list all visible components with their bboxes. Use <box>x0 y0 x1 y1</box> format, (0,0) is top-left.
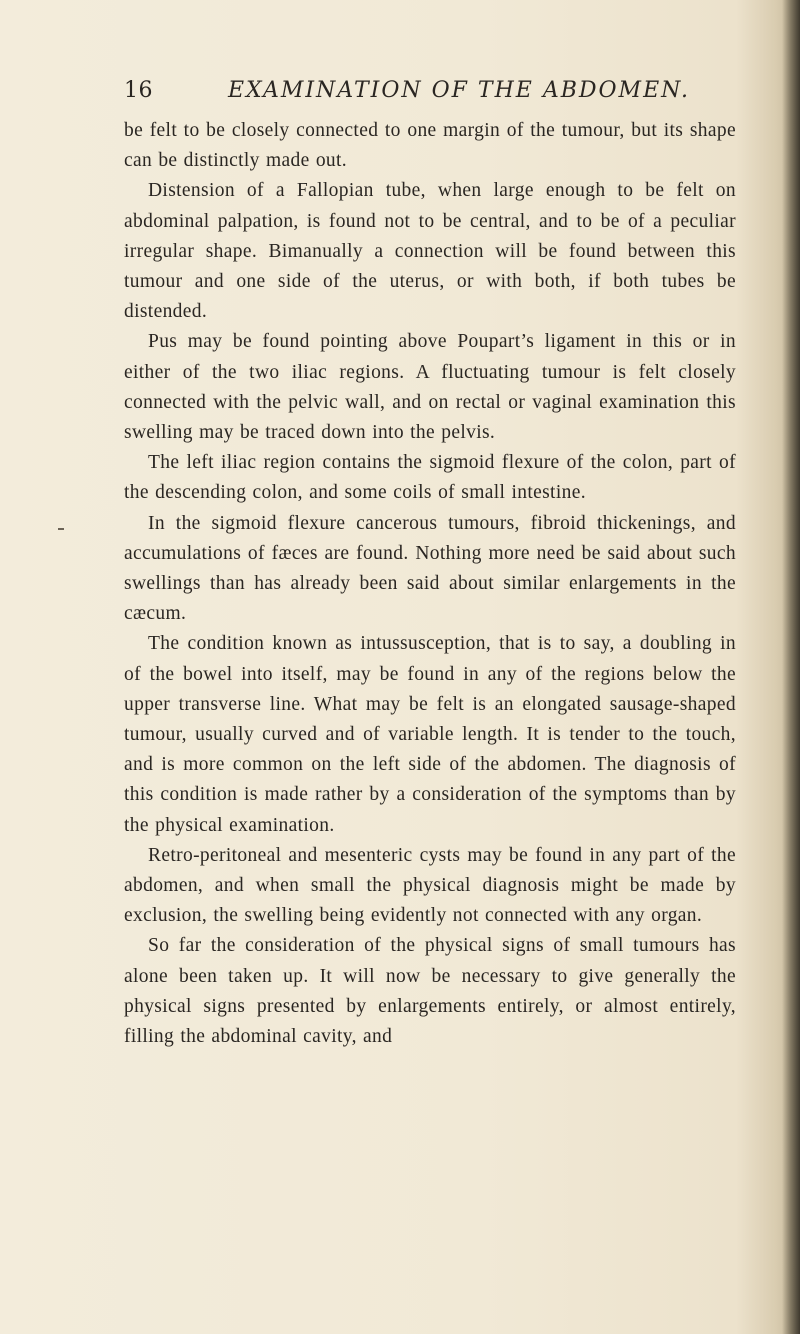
paragraph-4: The left iliac region contains the sigmoid flexure of the colon, part of the descending colon, and some coils of small intestine. <box>124 452 736 504</box>
paragraph-8: So far the consideration of the physical signs of small tumours has alone been taken up. It will now be necessary to give generally the physical signs presented by enlargements entirely, or almost entirely, filling the abdominal cavity, and <box>124 935 736 1048</box>
paragraph-5: In the sigmoid flexure cancerous tumours, fibroid thickenings, and accumulations of fæces are found. Nothing more need be said about such swellings than has already been said about similar enlargements in the cæcum. <box>124 512 736 625</box>
margin-mark <box>58 528 64 530</box>
page-number: 16 <box>124 78 153 103</box>
paragraph-2: Distension of a Fallopian tube, when large enough to be felt on abdominal palpation, is found not to be central, and to be of a peculiar irregular shape. Bimanually a connection will be found between this tumour and one side of the uterus, or with both, if both tubes be distended. <box>124 180 736 323</box>
paragraph-3: Pus may be found pointing above Poupart’s ligament in this or in either of the two iliac regions. A fluctuating tumour is felt closely connected with the pelvic wall, and on rectal or vaginal examination this swelling may be traced down into the pelvis. <box>124 331 736 444</box>
page-header <box>124 76 744 106</box>
body-text <box>124 116 736 1052</box>
running-head: EXAMINATION OF THE ABDOMEN. <box>228 78 690 103</box>
paragraph-7: Retro-peritoneal and mesenteric cysts may be found in any part of the abdomen, and when small the physical diagnosis might be made by exclusion, the swelling being evidently not connected with any organ. <box>124 844 736 927</box>
page-edge-shadow <box>782 0 800 1334</box>
paragraph-6: The condition known as intussusception, that is to say, a doubling in of the bowel into itself, may be found in any of the regions below the upper transverse line. What may be felt is an elongated sausage-shaped tumour, usually curved and of variable length. It is tender to the touch, and is more common on the left side of the abdomen. The diagnosis of this condition is made rather by a consideration of the symptoms than by the physical examination. <box>124 633 736 836</box>
paragraph-1: be felt to be closely connected to one margin of the tumour, but its shape can be distinctly made out. <box>124 120 736 172</box>
